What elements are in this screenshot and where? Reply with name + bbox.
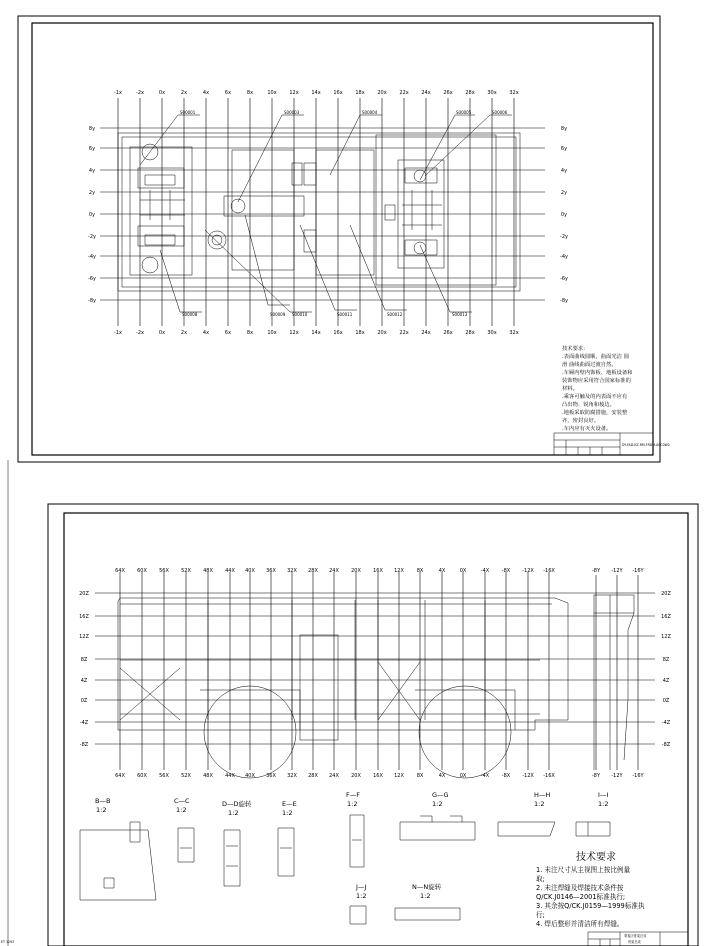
bottom-x-label-bottom: 4X xyxy=(438,773,446,779)
bottom-x-label-bottom: 20X xyxy=(351,773,361,779)
floor-outline xyxy=(118,133,520,291)
top-x-label: 26x xyxy=(443,90,453,96)
top-title-block-code: DY-FAD-KZ-RM-FRDM-ASC0W2 xyxy=(622,443,670,447)
top-x-label-bottom: 4x xyxy=(202,330,210,336)
driver-seat-fitting xyxy=(231,199,245,213)
section-j-j xyxy=(350,883,366,924)
bottom-x-label-top: -8X xyxy=(501,568,511,574)
section-f-shape xyxy=(350,815,364,867)
bottom-z-axis-labels xyxy=(79,591,671,748)
top-y-label: 6y xyxy=(88,146,96,152)
door-panel-1 xyxy=(292,163,302,185)
top-x-label-bottom: 12x xyxy=(289,330,299,336)
rear-fitting xyxy=(385,205,395,220)
top-y-label-right: -8y xyxy=(560,298,568,304)
bottom-grid-lines xyxy=(95,572,655,770)
bottom-z-label: 16Z xyxy=(79,614,89,620)
section-i-scale: 1:2 xyxy=(598,800,609,808)
door-frame xyxy=(300,635,338,740)
section-g-scale: 1:2 xyxy=(432,800,443,808)
callout-bottom-4: S00011 xyxy=(337,312,353,317)
bottom-x-label-top: 16X xyxy=(373,568,383,574)
section-c-c xyxy=(174,797,194,862)
rear-wheel-bottom xyxy=(414,242,426,254)
section-b-b xyxy=(80,797,156,900)
top-x-label-bottom: 18x xyxy=(355,330,365,336)
top-note-line-10: .车内应有灭火设备。 xyxy=(562,426,612,432)
rear-section xyxy=(376,135,496,285)
callout-top-5: S00006 xyxy=(492,110,508,115)
section-g-shape xyxy=(400,816,475,840)
top-notes-title: 技术要求: xyxy=(562,346,585,352)
end-view-label-bottom: -8Y xyxy=(591,773,601,779)
top-x-label: 20x xyxy=(377,90,387,96)
top-callouts xyxy=(140,110,512,317)
bottom-z-label-right: 4Z xyxy=(662,678,670,684)
front-axle-detail xyxy=(140,175,185,245)
bottom-z-label-right: 8Z xyxy=(662,657,670,663)
steering-wheel-icon xyxy=(208,231,226,249)
top-note-line-6: .乘客可触及的内表面不应有 xyxy=(562,394,628,400)
top-x-label-bottom: 22x xyxy=(399,330,409,336)
section-i-title: I—I xyxy=(598,791,609,799)
callout-top-2: S00003 xyxy=(284,110,300,115)
end-view-label-bottom: -12Y xyxy=(611,773,623,779)
top-x-label-bottom: 14x xyxy=(311,330,321,336)
section-h-scale: 1:2 xyxy=(534,800,545,808)
bottom-title-block-name: 乘客区骨架总成 xyxy=(624,934,647,938)
top-x-label-bottom: 8x xyxy=(246,330,254,336)
side-frame-outline xyxy=(118,598,568,730)
callout-top-4: S00005 xyxy=(456,110,472,115)
top-x-axis-labels xyxy=(114,90,519,336)
bottom-x-label-bottom: 32X xyxy=(287,773,297,779)
top-y-label-right: 6y xyxy=(560,146,568,152)
bottom-note-line-7: 4. 焊后整形并清洁所有焊缝。 xyxy=(536,920,624,928)
top-x-label-bottom: 32x xyxy=(509,330,519,336)
top-x-label: 32x xyxy=(509,90,519,96)
top-x-label: 24x xyxy=(421,90,431,96)
bottom-x-label-bottom: 52X xyxy=(181,773,191,779)
section-f-f xyxy=(346,791,364,867)
floor-inner-outline xyxy=(122,137,516,287)
section-c-scale: 1:2 xyxy=(176,806,187,814)
top-x-label-bottom: 0x xyxy=(158,330,166,336)
bottom-x-label-bottom: 28X xyxy=(308,773,318,779)
door-panel-2 xyxy=(304,163,316,185)
bottom-x-label-bottom: 0X xyxy=(459,773,467,779)
end-view-labels xyxy=(592,568,645,779)
bottom-note-line-5: 3. 其余按Q/CK.J0159—1999标准执 xyxy=(536,902,645,910)
top-x-label: 2x xyxy=(180,90,188,96)
top-title-block-grid xyxy=(554,433,620,455)
callout-bottom-3: S00010 xyxy=(292,312,308,317)
section-e-title: E—E xyxy=(282,800,297,808)
callout-leaders xyxy=(140,115,512,312)
bottom-x-label-bottom: -4X xyxy=(480,773,490,779)
bottom-x-label-bottom: 36X xyxy=(266,773,276,779)
bottom-z-label: 20Z xyxy=(79,591,89,597)
section-e-e xyxy=(278,800,297,876)
front-wheel-bottom xyxy=(142,257,158,273)
top-y-label: -6y xyxy=(88,276,96,282)
top-note-line-1: .表面曲线圆顺，曲面光洁 圆 xyxy=(562,354,629,360)
top-x-label: 6x xyxy=(224,90,232,96)
top-x-label: 8x xyxy=(246,90,254,96)
bottom-title-block-sub: 骨架总成 xyxy=(628,940,641,944)
bottom-x-label-top: 52X xyxy=(181,568,191,574)
bottom-x-label-top: 36X xyxy=(266,568,276,574)
left-edge-fragment-text: ET 1293 xyxy=(1,940,15,944)
top-technical-notes xyxy=(562,344,633,432)
bottom-x-axis-labels xyxy=(115,568,555,779)
bottom-title-block xyxy=(588,932,688,946)
bottom-x-label-top: 4X xyxy=(438,568,446,574)
bottom-z-label-right: 0Z xyxy=(662,698,670,704)
section-c-title: C—C xyxy=(174,797,190,805)
top-x-label-bottom: 2x xyxy=(180,330,188,336)
top-y-label: 4y xyxy=(88,168,96,174)
callout-bottom-2: S00009 xyxy=(270,312,286,317)
top-x-label: 12x xyxy=(289,90,299,96)
section-i-shape xyxy=(576,822,610,836)
bottom-z-label: 12Z xyxy=(79,634,89,640)
callout-top-1: S00001 xyxy=(180,110,196,115)
top-x-label: 28x xyxy=(465,90,475,96)
top-y-label-right: 0y xyxy=(560,212,568,218)
bottom-sheet-inner-border xyxy=(64,513,688,946)
bottom-x-label-top: -12X xyxy=(522,568,534,574)
section-b-title: B—B xyxy=(95,797,111,805)
bottom-notes-title: 技术要求 xyxy=(576,852,616,863)
bottom-x-label-bottom: 64X xyxy=(115,773,125,779)
end-frame-top xyxy=(594,595,634,613)
top-x-label-bottom: -2x xyxy=(136,330,144,336)
top-y-label: 8y xyxy=(88,126,96,132)
top-x-label-bottom: 30x xyxy=(487,330,497,336)
bottom-z-label-right: 16Z xyxy=(661,614,671,620)
section-b-shape xyxy=(80,822,156,900)
top-x-label-bottom: 20x xyxy=(377,330,387,336)
top-x-label-bottom: 10x xyxy=(267,330,277,336)
bottom-z-label-right: 12Z xyxy=(661,634,671,640)
section-n-n xyxy=(395,882,460,920)
bottom-x-label-top: 64X xyxy=(115,568,125,574)
section-n-scale: 1:2 xyxy=(420,892,431,900)
rear-axle-detail xyxy=(402,168,442,255)
top-y-label-right: -6y xyxy=(560,276,568,282)
bottom-z-label: 4Z xyxy=(80,678,88,684)
bottom-x-label-bottom: 56X xyxy=(159,773,169,779)
section-n-shape xyxy=(395,908,460,920)
top-y-label: -2y xyxy=(88,234,96,240)
bottom-z-label-right: 20Z xyxy=(661,591,671,597)
bottom-x-label-top: 20X xyxy=(351,568,361,574)
top-x-label: 14x xyxy=(311,90,321,96)
bottom-x-label-bottom: 8X xyxy=(416,773,424,779)
section-j-shape xyxy=(350,906,366,924)
bottom-x-label-top: 24X xyxy=(329,568,339,574)
top-x-label-bottom: 16x xyxy=(333,330,343,336)
bottom-x-label-bottom: 60X xyxy=(137,773,147,779)
callout-bottom-5: S00012 xyxy=(387,312,403,317)
section-j-scale: 1:2 xyxy=(356,892,367,900)
section-n-title: N—N旋转 xyxy=(412,883,442,891)
top-drawing-sheet xyxy=(18,16,670,462)
section-e-shape xyxy=(278,828,294,876)
top-note-line-5: 材料。 xyxy=(562,386,578,392)
bottom-x-label-bottom: 48X xyxy=(203,773,213,779)
bottom-x-label-bottom: 40X xyxy=(245,773,255,779)
section-e-scale: 1:2 xyxy=(282,809,293,817)
end-view-label-top: -12Y xyxy=(611,568,623,574)
bus-side-frame xyxy=(118,598,568,778)
driver-area xyxy=(232,150,294,270)
bottom-x-label-bottom: -8X xyxy=(501,773,511,779)
section-f-title: F—F xyxy=(346,791,360,799)
section-views xyxy=(80,791,610,924)
bottom-x-label-bottom: -12X xyxy=(522,773,534,779)
top-x-label-bottom: 24x xyxy=(421,330,431,336)
bottom-x-label-top: -4X xyxy=(480,568,490,574)
callout-bottom-6: S00013 xyxy=(452,312,468,317)
top-y-label-right: 8y xyxy=(560,126,568,132)
bottom-x-label-top: 28X xyxy=(308,568,318,574)
end-view-label-top: -8Y xyxy=(591,568,601,574)
section-d-shape xyxy=(224,830,240,886)
top-y-label-right: 4y xyxy=(560,168,568,174)
top-y-label: 2y xyxy=(88,190,96,196)
bottom-x-label-bottom: -16X xyxy=(543,773,555,779)
bottom-technical-notes xyxy=(536,850,645,928)
section-g-title: G—G xyxy=(432,791,449,799)
bottom-x-label-top: 0X xyxy=(459,568,467,574)
section-j-title: J—J xyxy=(356,883,367,891)
section-h-shape xyxy=(498,822,555,836)
top-grid-lines xyxy=(100,98,545,326)
top-x-label: 22x xyxy=(399,90,409,96)
bottom-x-label-bottom: 16X xyxy=(373,773,383,779)
top-x-label-bottom: 6x xyxy=(224,330,232,336)
bottom-z-label-right: -4Z xyxy=(661,720,671,726)
top-y-label: -8y xyxy=(88,298,96,304)
bottom-z-label: 0Z xyxy=(80,698,88,704)
callout-top-3: S00004 xyxy=(362,110,378,115)
bottom-z-label-right: -8Z xyxy=(661,742,671,748)
dashboard-panel xyxy=(224,196,304,216)
top-note-line-9: 齐，密封良好。 xyxy=(562,418,600,424)
bottom-x-label-top: 56X xyxy=(159,568,169,574)
top-x-label: 30x xyxy=(487,90,497,96)
section-h-title: H—H xyxy=(534,791,551,799)
section-d-d xyxy=(222,799,252,886)
bottom-note-line-2: 取; xyxy=(536,875,545,883)
bottom-x-label-top: 32X xyxy=(287,568,297,574)
top-y-label-right: 2y xyxy=(560,190,568,196)
section-h-h xyxy=(498,791,555,836)
top-x-label: 16x xyxy=(333,90,343,96)
bottom-note-line-1: 1. 未注尺寸从主视图上按比例量 xyxy=(536,866,631,874)
bottom-x-label-bottom: 44X xyxy=(225,773,235,779)
top-y-label-right: -4y xyxy=(560,254,568,260)
bottom-x-label-top: -16X xyxy=(543,568,555,574)
top-x-label: -2x xyxy=(136,90,144,96)
top-x-label: -1x xyxy=(114,90,122,96)
bottom-x-label-top: 12X xyxy=(394,568,404,574)
bottom-x-label-top: 40X xyxy=(245,568,255,574)
top-y-label: 0y xyxy=(88,212,96,218)
top-note-line-8: .地板采取防腐措施，安装整 xyxy=(562,410,628,416)
bottom-note-line-4: Q/CK.J0146—2001标准执行; xyxy=(536,893,626,901)
section-f-scale: 1:2 xyxy=(347,800,358,808)
side-frame-bracing xyxy=(120,662,420,720)
top-x-label: 0x xyxy=(158,90,166,96)
wheel-arch-frames xyxy=(200,690,515,730)
bottom-x-label-bottom: 12X xyxy=(394,773,404,779)
section-i-i xyxy=(576,791,610,836)
section-b-scale: 1:2 xyxy=(96,806,107,814)
steering-hub-icon xyxy=(212,235,222,245)
bottom-z-label: -8Z xyxy=(79,742,89,748)
bottom-x-label-top: 60X xyxy=(137,568,147,574)
top-note-line-7: 凸出物、锐角和棱边。 xyxy=(562,402,615,408)
end-view-label-bottom: -16Y xyxy=(632,773,644,779)
top-x-label: 18x xyxy=(355,90,365,96)
section-c-shape xyxy=(178,828,194,862)
bottom-x-label-top: 8X xyxy=(416,568,424,574)
top-x-label-bottom: -1x xyxy=(114,330,122,336)
section-d-title: D—D旋转 xyxy=(222,800,252,808)
section-d-scale: 1:2 xyxy=(228,809,239,817)
callout-bottom-1: S00008 xyxy=(182,312,198,317)
top-x-label: 10x xyxy=(267,90,277,96)
end-view-label-top: -16Y xyxy=(632,568,644,574)
bottom-x-label-top: 48X xyxy=(203,568,213,574)
bottom-note-line-6: 行; xyxy=(536,911,545,919)
section-g-g xyxy=(400,791,475,840)
bus-floor-plan xyxy=(118,133,520,291)
bottom-x-label-top: 44X xyxy=(225,568,235,574)
bottom-x-label-bottom: 24X xyxy=(329,773,339,779)
top-note-line-4: 装饰物应采用符合国家标准的 xyxy=(562,378,631,384)
top-note-line-3: .车厢内壁内饰板、地板设备和 xyxy=(562,370,633,376)
top-y-label-right: -2y xyxy=(560,234,568,240)
bottom-z-label: -4Z xyxy=(79,720,89,726)
bottom-note-line-3: 2. 未注焊缝及焊接技术条件按 xyxy=(536,884,624,892)
top-x-label-bottom: 26x xyxy=(443,330,453,336)
bottom-z-label: 8Z xyxy=(80,657,88,663)
bottom-drawing-sheet xyxy=(48,504,698,946)
top-y-label: -4y xyxy=(88,254,96,260)
top-x-label: 4x xyxy=(202,90,210,96)
top-x-label-bottom: 28x xyxy=(465,330,475,336)
top-note-line-2: 滑 曲线曲面过渡自然。 xyxy=(562,362,617,368)
